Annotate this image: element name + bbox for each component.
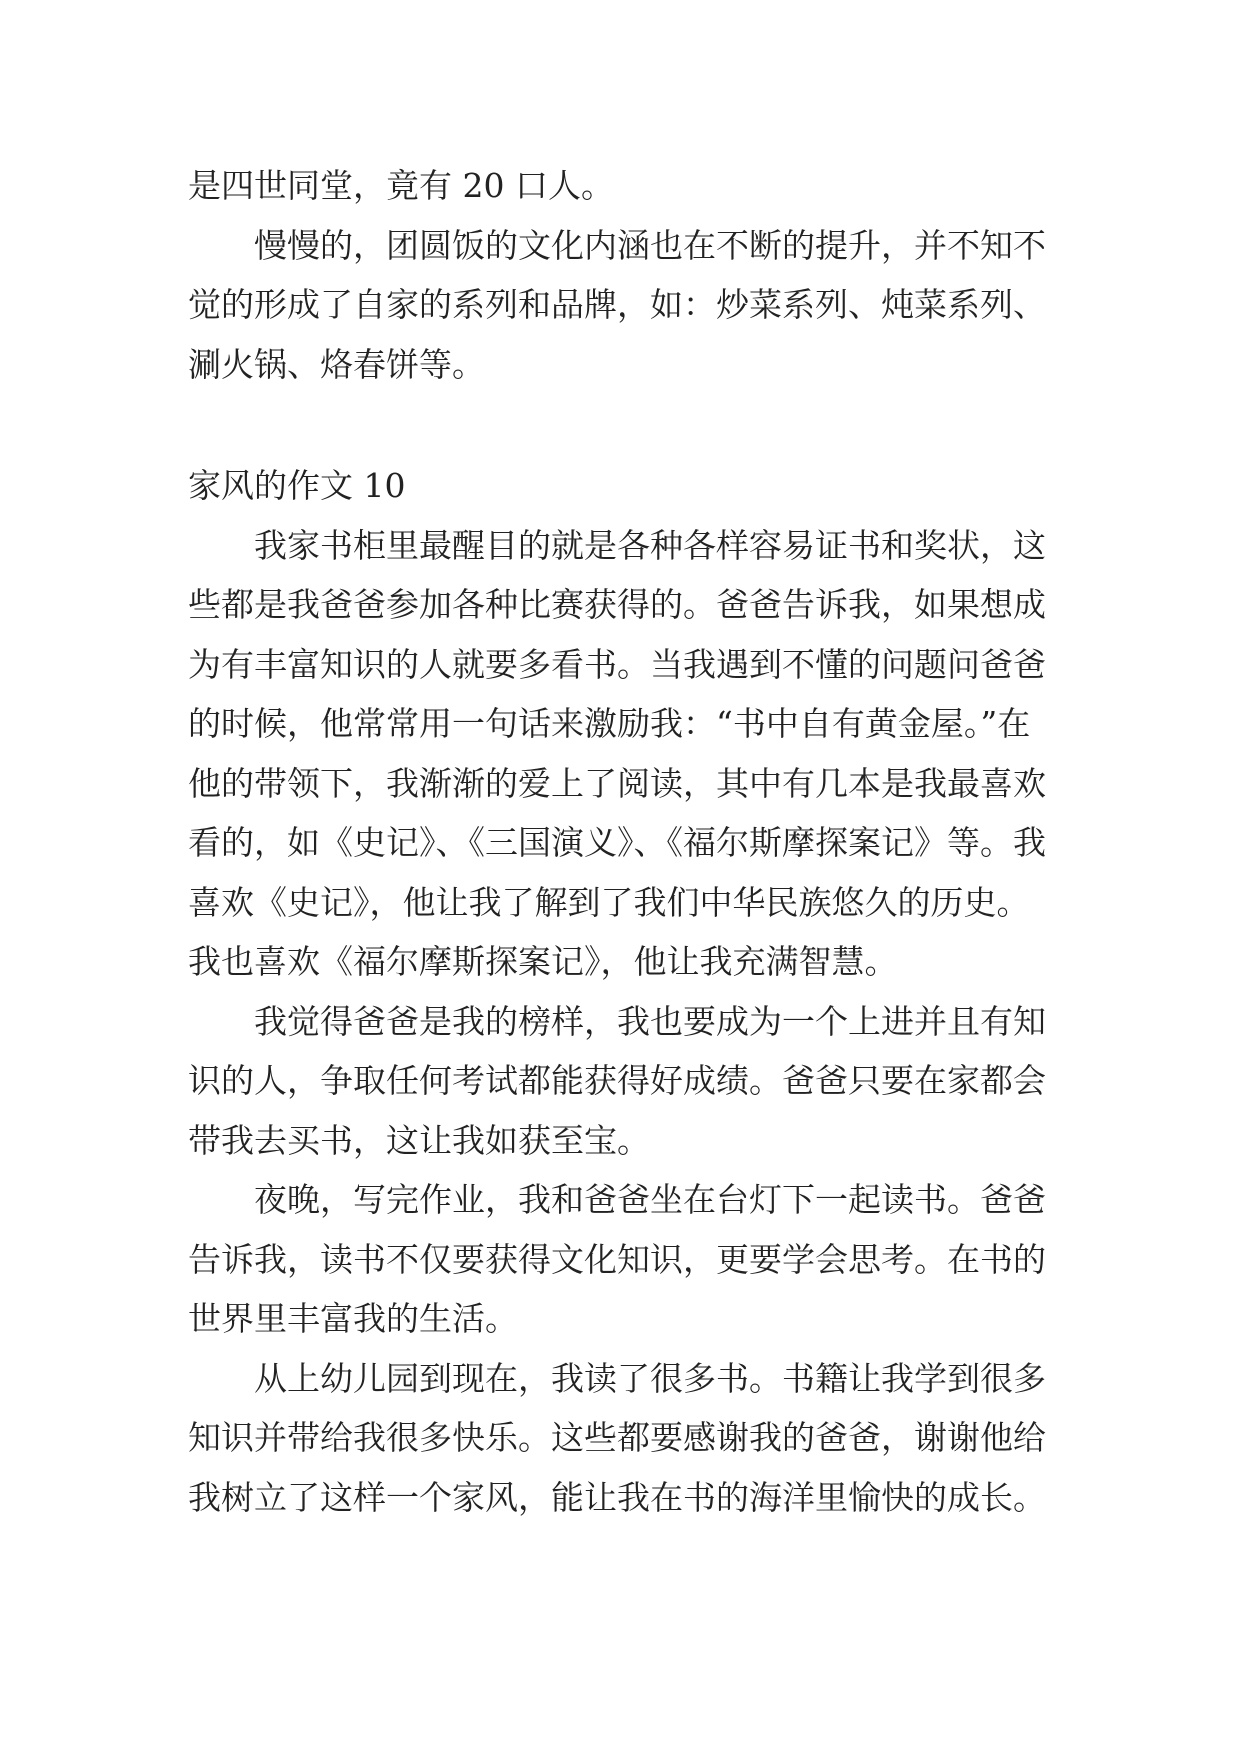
paragraph-line: 识的人，争取任何考试都能获得好成绩。爸爸只要在家都会 — [188, 1061, 1046, 1100]
paragraph-line: 我家书柜里最醒目的就是各种各样容易证书和奖状，这 — [254, 525, 1046, 565]
paragraph-line: 为有丰富知识的人就要多看书。当我遇到不懂的问题问爸爸 — [188, 644, 1046, 684]
essay-title: 家风的作文 10 — [188, 466, 406, 505]
paragraph-line: 慢慢的，团圆饭的文化内涵也在不断的提升，并不知不 — [254, 225, 1046, 265]
paragraph-line: 我树立了这样一个家风，能让我在书的海洋里愉快的成长。 — [188, 1477, 1046, 1517]
paragraph-line: 我觉得爸爸是我的榜样，我也要成为一个上进并且有知 — [254, 1001, 1046, 1041]
paragraph-line: 喜欢《史记》，他让我了解到了我们中华民族悠久的历史。 — [188, 882, 1030, 922]
paragraph-line: 我也喜欢《福尔摩斯探案记》，他让我充满智慧。 — [188, 942, 898, 981]
previous-essay-ending — [188, 156, 1068, 394]
paragraph-line: 看的，如《史记》、《三国演义》、《福尔斯摩探案记》等。我 — [188, 823, 1046, 862]
paragraph-line: 是四世同堂，竟有 20 口人。 — [188, 166, 614, 205]
paragraph-line: 从上幼儿园到现在，我读了很多书。书籍让我学到很多 — [254, 1358, 1046, 1398]
essay-section — [188, 456, 1068, 1527]
paragraph-line: 的时候，他常常用一句话来激励我：“书中自有黄金屋。”在 — [188, 704, 1031, 743]
paragraph-line: 觉的形成了自家的系列和品牌，如：炒菜系列、炖菜系列、 — [188, 285, 1046, 324]
paragraph-line: 些都是我爸爸参加各种比赛获得的。爸爸告诉我，如果想成 — [188, 585, 1046, 624]
paragraph-line: 世界里丰富我的生活。 — [188, 1299, 518, 1338]
paragraph-line: 告诉我，读书不仅要获得文化知识，更要学会思考。在书的 — [188, 1239, 1046, 1279]
paragraph-line: 涮火锅、烙春饼等。 — [188, 344, 485, 384]
paragraph-line: 夜晚，写完作业，我和爸爸坐在台灯下一起读书。爸爸 — [254, 1180, 1046, 1219]
paragraph-line: 知识并带给我很多快乐。这些都要感谢我的爸爸，谢谢他给 — [188, 1418, 1046, 1457]
paragraph-line: 他的带领下，我渐渐的爱上了阅读，其中有几本是我最喜欢 — [188, 763, 1046, 803]
paragraph-line: 带我去买书，这让我如获至宝。 — [188, 1120, 650, 1160]
